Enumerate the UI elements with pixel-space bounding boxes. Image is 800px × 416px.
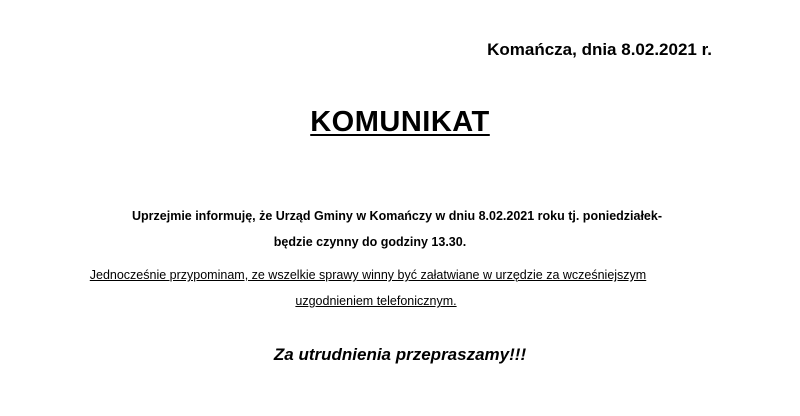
paragraph1-line2: będzie czynny do godziny 13.30. bbox=[273, 235, 467, 249]
closing-line: Za utrudnienia przepraszamy!!! bbox=[273, 345, 527, 364]
paragraph2-line2: uzgodnieniem telefonicznym. bbox=[295, 294, 457, 308]
date-line: Komańcza, dnia 8.02.2021 r. bbox=[487, 40, 712, 59]
document-title: KOMUNIKAT bbox=[310, 106, 490, 138]
paragraph2-line1: Jednocześnie przypominam, ze wszelkie sprawy winny być załatwiane w urzędzie za wcześniejszym bbox=[89, 268, 647, 282]
paragraph1-line1: Uprzejmie informuję, że Urząd Gminy w Komańczy w dniu 8.02.2021 roku tj. poniedziałek- bbox=[132, 209, 662, 223]
